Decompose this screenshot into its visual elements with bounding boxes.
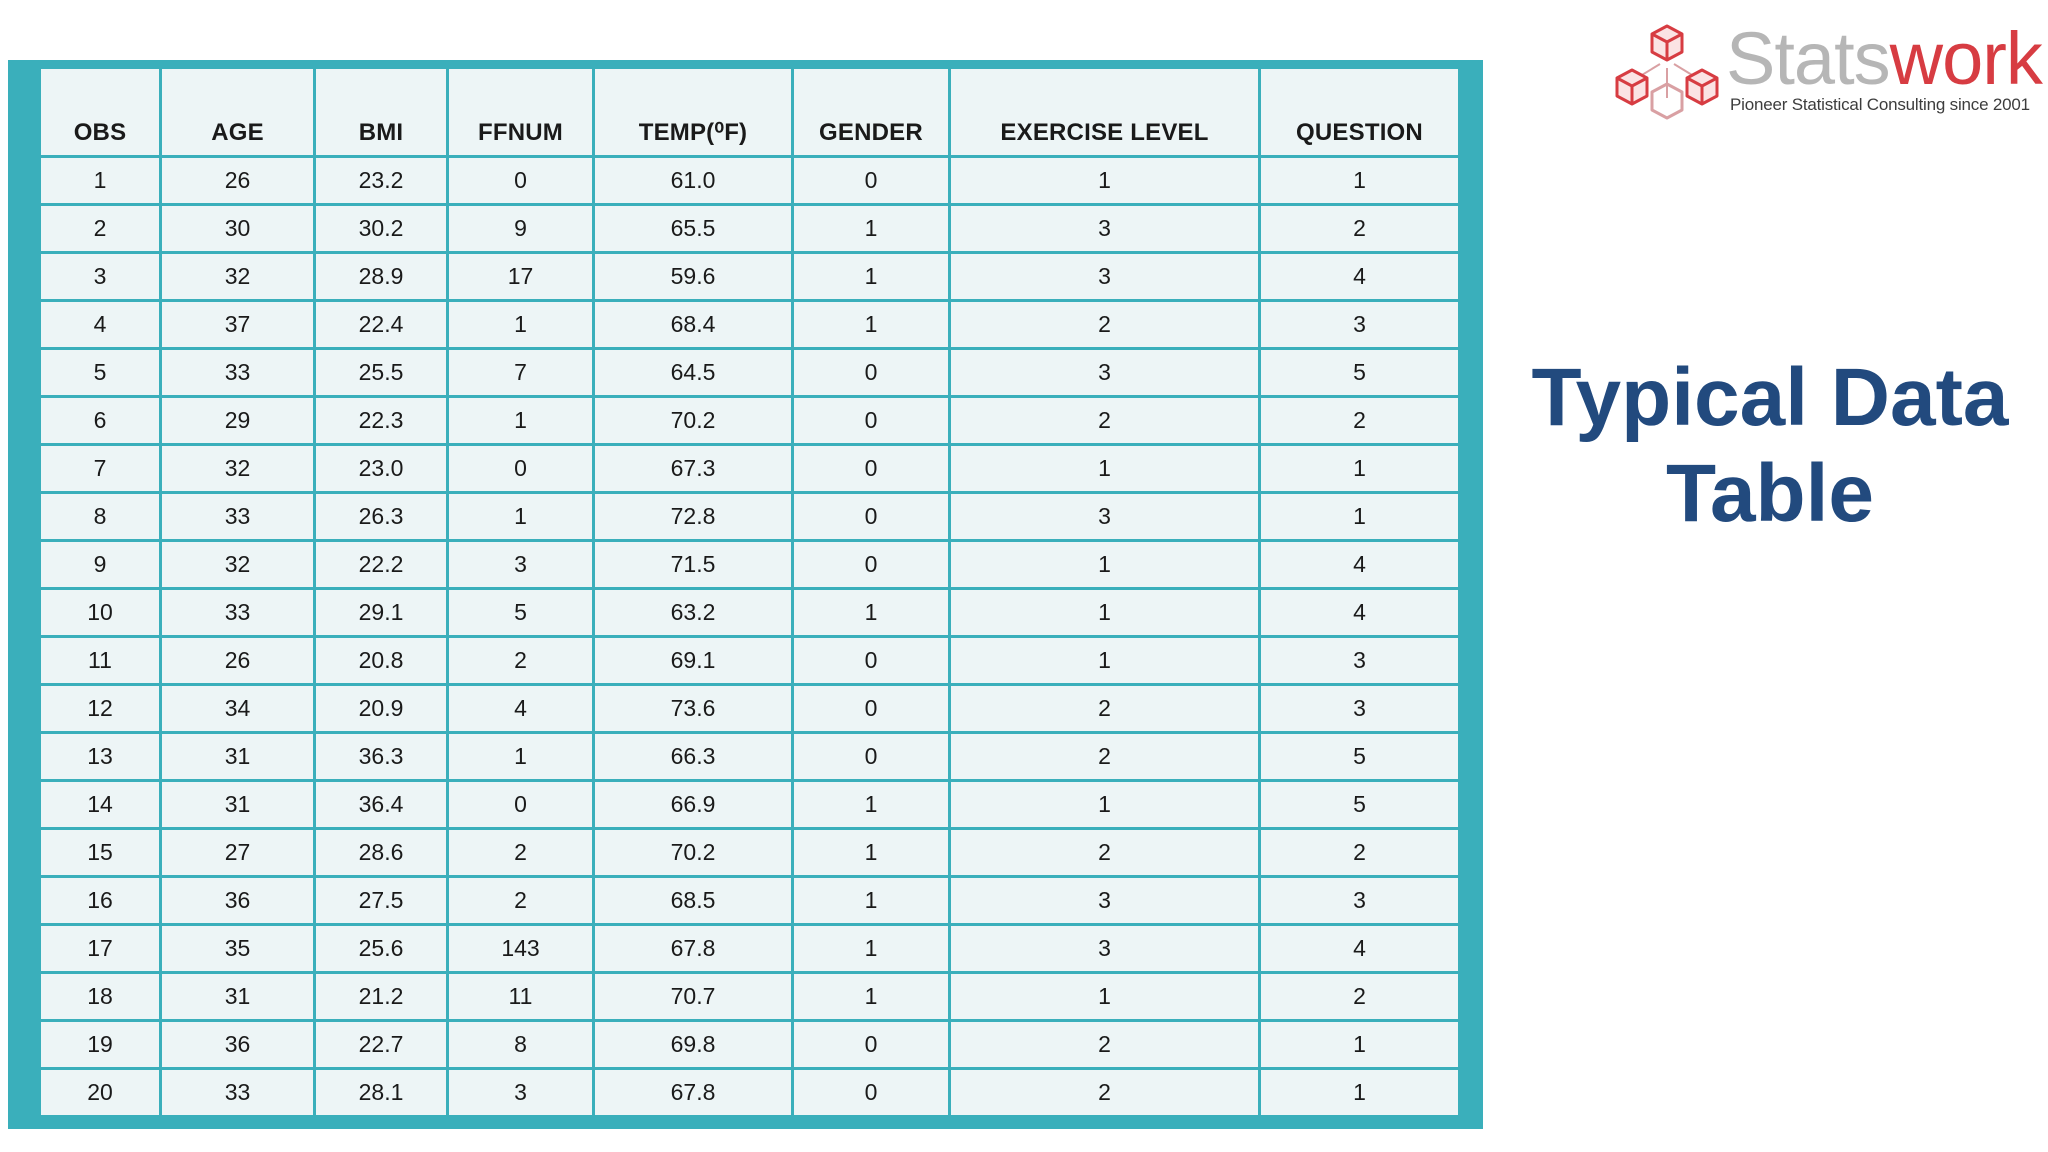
table-cell: 0 xyxy=(793,1069,950,1117)
table-cell: 2 xyxy=(448,637,594,685)
table-cell: 72.8 xyxy=(594,493,793,541)
table-cell: 2 xyxy=(1260,397,1460,445)
table-cell: 0 xyxy=(793,397,950,445)
table-cell: 5 xyxy=(448,589,594,637)
table-cell: 26.3 xyxy=(315,493,448,541)
table-cell: 3 xyxy=(448,1069,594,1117)
table-cell: 1 xyxy=(950,781,1260,829)
table-cell: 0 xyxy=(793,157,950,205)
table-cell: 3 xyxy=(950,253,1260,301)
table-cell: 1 xyxy=(1260,1021,1460,1069)
table-cell: 6 xyxy=(40,397,161,445)
table-cell: 1 xyxy=(950,637,1260,685)
table-cell: 9 xyxy=(448,205,594,253)
table-cell: 64.5 xyxy=(594,349,793,397)
table-cell: 22.2 xyxy=(315,541,448,589)
table-row xyxy=(40,877,1460,925)
slide-title xyxy=(1520,350,2020,542)
table-cell: 28.9 xyxy=(315,253,448,301)
table-cell: 33 xyxy=(161,589,315,637)
data-table xyxy=(38,66,1461,1118)
table-cell: 28.6 xyxy=(315,829,448,877)
table-cell: 0 xyxy=(448,445,594,493)
table-cell: 5 xyxy=(1260,349,1460,397)
table-cell: 10 xyxy=(40,589,161,637)
table-row xyxy=(40,253,1460,301)
table-cell: 13 xyxy=(40,733,161,781)
table-row xyxy=(40,685,1460,733)
table-cell: 25.6 xyxy=(315,925,448,973)
statswork-logo xyxy=(1612,16,2042,120)
table-cell: 3 xyxy=(950,205,1260,253)
table-row xyxy=(40,829,1460,877)
table-cell: 2 xyxy=(1260,205,1460,253)
table-cell: 11 xyxy=(40,637,161,685)
table-cell: 32 xyxy=(161,541,315,589)
table-cell: 7 xyxy=(40,445,161,493)
table-cell: 11 xyxy=(448,973,594,1021)
table-cell: 2 xyxy=(950,1021,1260,1069)
table-cell: 34 xyxy=(161,685,315,733)
table-cell: 1 xyxy=(793,973,950,1021)
table-cell: 20.8 xyxy=(315,637,448,685)
logo-word-stats: Stats xyxy=(1726,17,1890,100)
table-body xyxy=(40,157,1460,1117)
table-cell: 1 xyxy=(448,397,594,445)
table-row xyxy=(40,925,1460,973)
table-cell: 0 xyxy=(448,157,594,205)
table-cell: 27 xyxy=(161,829,315,877)
logo-wordmark xyxy=(1726,17,2042,100)
table-cell: 32 xyxy=(161,445,315,493)
table-cell: 15 xyxy=(40,829,161,877)
table-cell: 37 xyxy=(161,301,315,349)
table-row xyxy=(40,973,1460,1021)
table-cell: 2 xyxy=(40,205,161,253)
table-cell: 36.4 xyxy=(315,781,448,829)
table-cell: 33 xyxy=(161,493,315,541)
table-cell: 2 xyxy=(950,685,1260,733)
table-row xyxy=(40,541,1460,589)
table-cell: 2 xyxy=(448,877,594,925)
table-cell: 26 xyxy=(161,637,315,685)
table-row xyxy=(40,637,1460,685)
table-cell: 20.9 xyxy=(315,685,448,733)
table-cell: 0 xyxy=(793,349,950,397)
table-cell: 0 xyxy=(793,733,950,781)
table-cell: 59.6 xyxy=(594,253,793,301)
table-cell: 1 xyxy=(793,205,950,253)
table-cell: 70.7 xyxy=(594,973,793,1021)
table-cell: 2 xyxy=(950,829,1260,877)
column-header: FFNUM xyxy=(448,68,594,157)
table-cell: 4 xyxy=(1260,253,1460,301)
table-cell: 1 xyxy=(448,733,594,781)
table-cell: 2 xyxy=(950,733,1260,781)
table-cell: 1 xyxy=(448,301,594,349)
table-cell: 36.3 xyxy=(315,733,448,781)
table-cell: 0 xyxy=(793,541,950,589)
table-cell: 1 xyxy=(950,445,1260,493)
column-header: QUESTION xyxy=(1260,68,1460,157)
table-cell: 3 xyxy=(1260,637,1460,685)
table-cell: 30.2 xyxy=(315,205,448,253)
table-cell: 35 xyxy=(161,925,315,973)
table-cell: 65.5 xyxy=(594,205,793,253)
table-cell: 31 xyxy=(161,973,315,1021)
table-cell: 1 xyxy=(793,781,950,829)
table-cell: 5 xyxy=(1260,733,1460,781)
table-cell: 21.2 xyxy=(315,973,448,1021)
table-cell: 18 xyxy=(40,973,161,1021)
table-cell: 8 xyxy=(40,493,161,541)
table-cell: 0 xyxy=(793,493,950,541)
table-cell: 2 xyxy=(950,1069,1260,1117)
table-cell: 69.1 xyxy=(594,637,793,685)
table-cell: 12 xyxy=(40,685,161,733)
table-cell: 0 xyxy=(793,637,950,685)
table-cell: 70.2 xyxy=(594,397,793,445)
table-cell: 20 xyxy=(40,1069,161,1117)
logo-tagline: Pioneer Statistical Consulting since 2001 xyxy=(1730,95,2030,114)
table-cell: 31 xyxy=(161,781,315,829)
table-cell: 4 xyxy=(1260,589,1460,637)
table-cell: 3 xyxy=(40,253,161,301)
table-cell: 1 xyxy=(950,589,1260,637)
table-cell: 1 xyxy=(793,253,950,301)
column-header: OBS xyxy=(40,68,161,157)
table-row xyxy=(40,733,1460,781)
table-cell: 1 xyxy=(793,301,950,349)
table-cell: 31 xyxy=(161,733,315,781)
table-cell: 4 xyxy=(1260,925,1460,973)
table-cell: 1 xyxy=(793,589,950,637)
table-row xyxy=(40,349,1460,397)
table-row xyxy=(40,445,1460,493)
table-cell: 9 xyxy=(40,541,161,589)
table-cell: 3 xyxy=(950,925,1260,973)
table-cell: 0 xyxy=(793,685,950,733)
table-cell: 67.8 xyxy=(594,925,793,973)
table-cell: 1 xyxy=(1260,157,1460,205)
table-row xyxy=(40,493,1460,541)
table-cell: 8 xyxy=(448,1021,594,1069)
table-cell: 25.5 xyxy=(315,349,448,397)
table-cell: 3 xyxy=(950,349,1260,397)
table-cell: 33 xyxy=(161,349,315,397)
table-cell: 2 xyxy=(950,301,1260,349)
table-cell: 3 xyxy=(1260,685,1460,733)
table-row xyxy=(40,205,1460,253)
table-cell: 3 xyxy=(1260,301,1460,349)
table-cell: 23.0 xyxy=(315,445,448,493)
table-cell: 1 xyxy=(1260,1069,1460,1117)
table-cell: 16 xyxy=(40,877,161,925)
table-cell: 27.5 xyxy=(315,877,448,925)
table-cell: 1 xyxy=(448,493,594,541)
table-row xyxy=(40,397,1460,445)
table-header-row xyxy=(40,68,1460,157)
table-cell: 61.0 xyxy=(594,157,793,205)
table-cell: 2 xyxy=(1260,973,1460,1021)
table-cell: 66.3 xyxy=(594,733,793,781)
table-cell: 70.2 xyxy=(594,829,793,877)
table-cell: 22.4 xyxy=(315,301,448,349)
table-cell: 143 xyxy=(448,925,594,973)
table-cell: 66.9 xyxy=(594,781,793,829)
data-table-frame xyxy=(8,60,1483,1129)
table-cell: 1 xyxy=(1260,493,1460,541)
table-cell: 36 xyxy=(161,877,315,925)
table-cell: 3 xyxy=(950,877,1260,925)
table-cell: 67.3 xyxy=(594,445,793,493)
table-cell: 4 xyxy=(1260,541,1460,589)
table-cell: 23.2 xyxy=(315,157,448,205)
table-cell: 29.1 xyxy=(315,589,448,637)
table-cell: 26 xyxy=(161,157,315,205)
table-row xyxy=(40,1069,1460,1117)
table-cell: 1 xyxy=(793,877,950,925)
table-cell: 5 xyxy=(1260,781,1460,829)
table-cell: 1 xyxy=(950,973,1260,1021)
table-cell: 63.2 xyxy=(594,589,793,637)
table-cell: 69.8 xyxy=(594,1021,793,1069)
table-cell: 33 xyxy=(161,1069,315,1117)
table-cell: 1 xyxy=(793,925,950,973)
table-cell: 1 xyxy=(1260,445,1460,493)
stacked-cubes-icon xyxy=(1612,20,1722,120)
table-row xyxy=(40,1021,1460,1069)
table-row xyxy=(40,781,1460,829)
column-header: GENDER xyxy=(793,68,950,157)
table-cell: 30 xyxy=(161,205,315,253)
table-cell: 73.6 xyxy=(594,685,793,733)
table-cell: 28.1 xyxy=(315,1069,448,1117)
table-cell: 0 xyxy=(793,1021,950,1069)
table-cell: 0 xyxy=(793,445,950,493)
table-cell: 32 xyxy=(161,253,315,301)
table-cell: 2 xyxy=(448,829,594,877)
table-row xyxy=(40,589,1460,637)
table-cell: 1 xyxy=(40,157,161,205)
table-cell: 1 xyxy=(950,541,1260,589)
table-cell: 2 xyxy=(1260,829,1460,877)
column-header: TEMP(⁰F) xyxy=(594,68,793,157)
table-cell: 22.3 xyxy=(315,397,448,445)
table-cell: 3 xyxy=(1260,877,1460,925)
table-cell: 4 xyxy=(448,685,594,733)
table-cell: 71.5 xyxy=(594,541,793,589)
table-cell: 68.5 xyxy=(594,877,793,925)
table-cell: 1 xyxy=(950,157,1260,205)
column-header: EXERCISE LEVEL xyxy=(950,68,1260,157)
slide-title-line-1: Typical Data xyxy=(1531,352,2009,443)
table-cell: 17 xyxy=(448,253,594,301)
table-cell: 1 xyxy=(793,829,950,877)
table-cell: 36 xyxy=(161,1021,315,1069)
table-cell: 22.7 xyxy=(315,1021,448,1069)
table-row xyxy=(40,157,1460,205)
slide-title-line-2: Table xyxy=(1665,448,1875,539)
table-cell: 2 xyxy=(950,397,1260,445)
table-cell: 19 xyxy=(40,1021,161,1069)
column-header: BMI xyxy=(315,68,448,157)
table-cell: 67.8 xyxy=(594,1069,793,1117)
table-cell: 68.4 xyxy=(594,301,793,349)
table-cell: 7 xyxy=(448,349,594,397)
table-cell: 3 xyxy=(448,541,594,589)
logo-word-work: work xyxy=(1889,17,2042,100)
table-cell: 4 xyxy=(40,301,161,349)
table-cell: 17 xyxy=(40,925,161,973)
table-row xyxy=(40,301,1460,349)
table-cell: 5 xyxy=(40,349,161,397)
table-cell: 3 xyxy=(950,493,1260,541)
table-cell: 14 xyxy=(40,781,161,829)
table-cell: 0 xyxy=(448,781,594,829)
column-header: AGE xyxy=(161,68,315,157)
table-cell: 29 xyxy=(161,397,315,445)
